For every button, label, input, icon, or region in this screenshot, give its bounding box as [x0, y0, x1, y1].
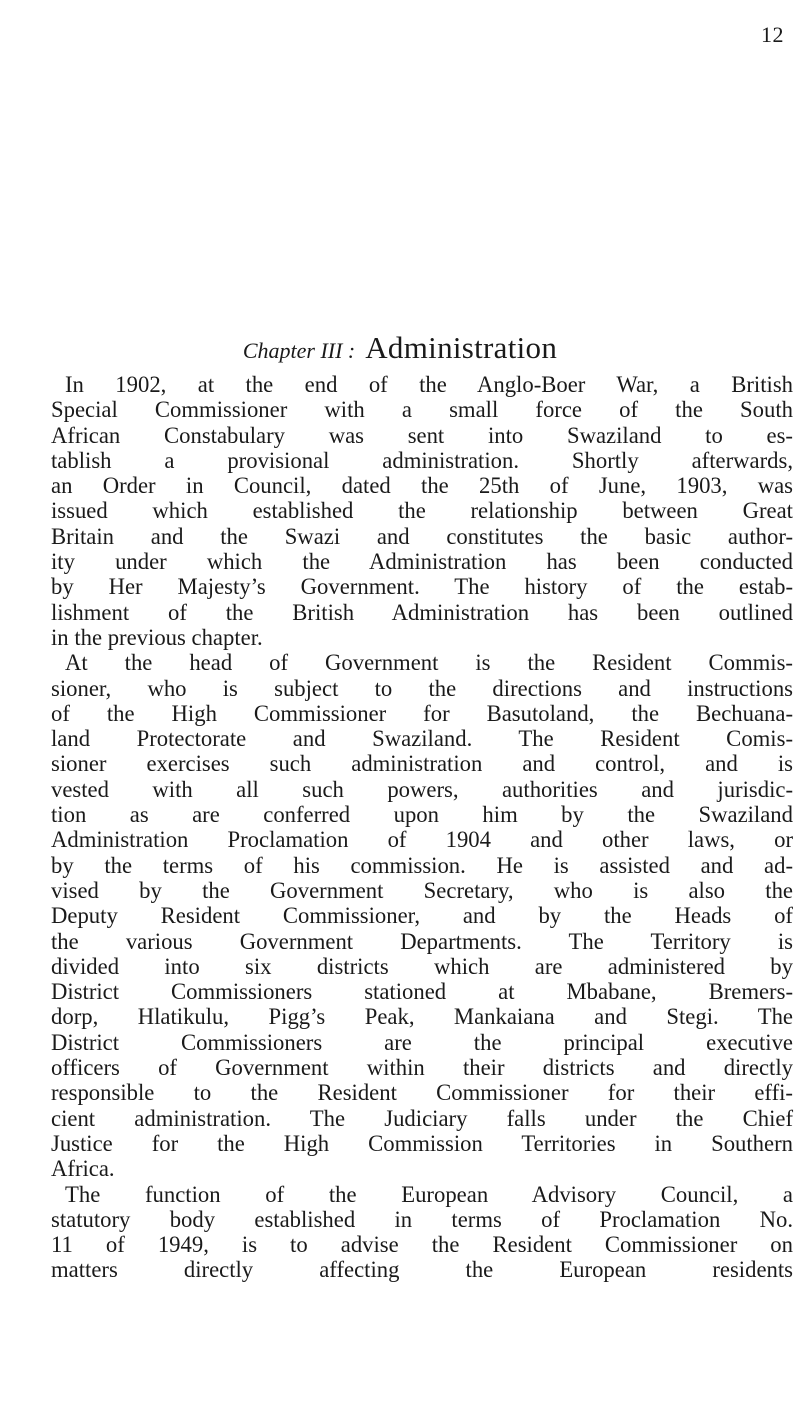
paragraph-3: [51, 1182, 793, 1283]
text-line: statutory body established in terms of Proclamation No.: [51, 1206, 793, 1232]
text-line: The function of the European Advisory Council, a: [65, 1181, 793, 1207]
text-line: tion as are conferred upon him by the Swaziland: [51, 802, 793, 828]
text-line: vised by the Government Secretary, who is also the: [51, 877, 793, 903]
text-line: divided into six districts which are administered by: [51, 953, 793, 979]
text-line: Administration Proclamation of 1904 and other laws, or: [51, 827, 793, 853]
text-line: ity under which the Administration has been conducted: [51, 549, 793, 575]
body-text: [51, 372, 793, 1283]
text-line: 11 of 1949, is to advise the Resident Commissioner on: [51, 1232, 793, 1258]
text-line: tablish a provisional administration. Shortly afterwards,: [51, 447, 793, 473]
text-line: officers of Government within their districts and directly: [51, 1055, 793, 1081]
text-line: dorp, Hlatikulu, Pigg’s Peak, Mankaiana and Stegi. The: [51, 1004, 793, 1030]
text-line: an Order in Council, dated the 25th of June, 1903, was: [51, 473, 793, 499]
text-line: Africa.: [51, 1156, 115, 1182]
paragraph-2: [51, 650, 793, 1181]
text-line: Special Commissioner with a small force of the South: [51, 397, 793, 423]
paragraph-1: [51, 372, 793, 650]
text-line: District Commissioners are the principal executive: [51, 1029, 793, 1055]
text-line: the various Government Departments. The Territory is: [51, 928, 793, 954]
text-line: by the terms of his commission. He is assisted and ad-: [51, 852, 793, 878]
chapter-label: Chapter III :: [242, 338, 356, 363]
text-line: sioner exercises such administration and control, and is: [51, 751, 793, 777]
text-line: Deputy Resident Commissioner, and by the Heads of: [51, 903, 793, 929]
text-line: issued which established the relationship between Great: [51, 498, 793, 524]
text-line: District Commissioners stationed at Mbabane, Bremers-: [51, 979, 793, 1005]
text-line: vested with all such powers, authorities and jurisdic-: [51, 776, 793, 802]
text-line: African Constabulary was sent into Swaziland to es-: [51, 422, 793, 448]
chapter-heading: [0, 330, 800, 366]
page-number: 12: [761, 22, 784, 47]
text-line: Britain and the Swazi and constitutes the basic author-: [51, 523, 793, 549]
text-line: responsible to the Resident Commissioner for their effi-: [51, 1080, 793, 1106]
text-line: land Protectorate and Swaziland. The Resident Comis-: [51, 726, 793, 752]
text-line: cient administration. The Judiciary falls under the Chief: [51, 1105, 793, 1131]
text-line: lishment of the British Administration has been outlined: [51, 599, 793, 625]
text-line: in the previous chapter.: [51, 624, 263, 650]
chapter-title: Administration: [365, 330, 558, 365]
text-line: of the High Commissioner for Basutoland, the Bechuana-: [51, 700, 793, 726]
text-line: In 1902, at the end of the Anglo-Boer War, a British: [65, 372, 793, 397]
text-line: At the head of Government is the Resident Commis-: [65, 650, 793, 676]
text-line: by Her Majesty’s Government. The history of the estab-: [51, 574, 793, 600]
text-line: sioner, who is subject to the directions and instructions: [51, 675, 793, 701]
text-line: matters directly affecting the European residents: [51, 1257, 793, 1283]
text-line: Justice for the High Commission Territories in Southern: [51, 1130, 793, 1156]
